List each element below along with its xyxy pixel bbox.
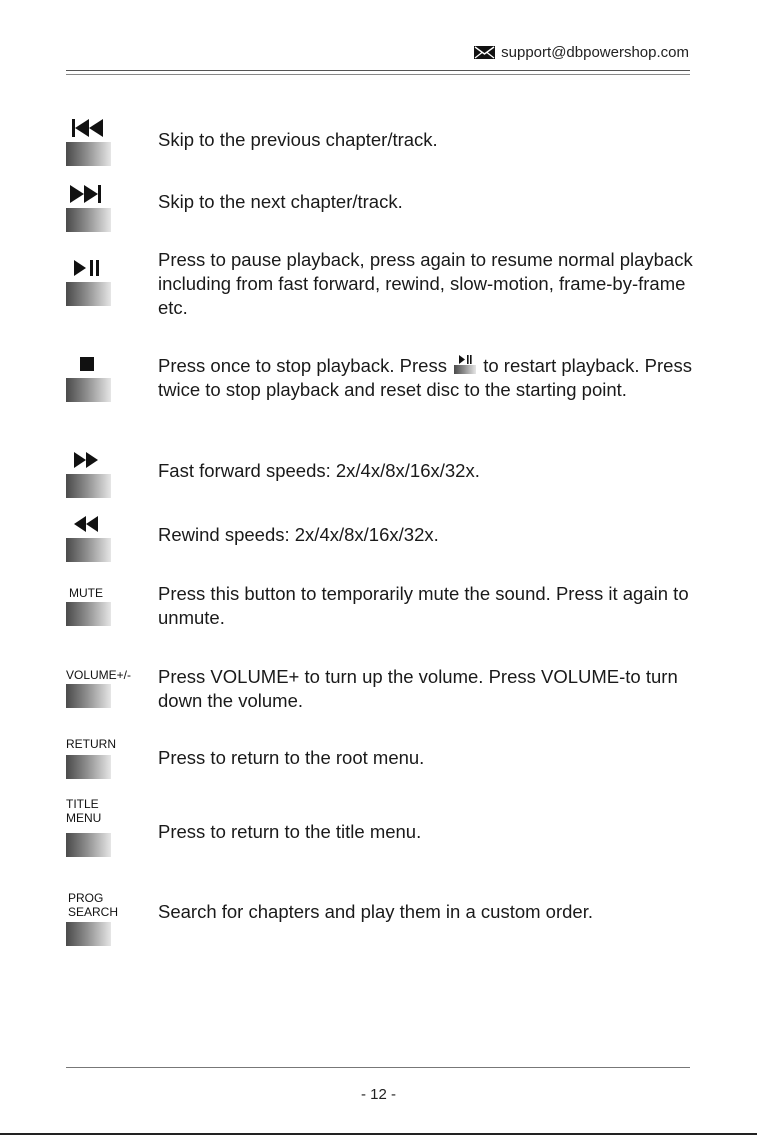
key-label: MUTE <box>69 586 103 600</box>
key-button-bar <box>66 282 111 306</box>
key-button-bar <box>66 755 111 779</box>
key-label: RETURN <box>66 737 116 751</box>
entry-description: Rewind speeds: 2x/4x/8x/16x/32x. <box>158 524 439 545</box>
remote-key <box>66 512 146 562</box>
key-label: VOLUME+/- <box>66 668 132 682</box>
inline-play-pause-icon <box>454 354 476 374</box>
header-contact <box>474 44 689 61</box>
entry-description: Skip to the previous chapter/track. <box>158 129 438 150</box>
play-pause-icon <box>66 256 146 280</box>
remote-key <box>66 256 146 306</box>
entry-description: Press this button to temporarily mute the sound. Press it again to unmute. <box>158 583 689 628</box>
entry-description: Press VOLUME+ to turn up the volume. Press VOLUME-to turn down the volume. <box>158 666 678 711</box>
fast-forward-icon <box>66 448 146 472</box>
key-button-bar <box>66 922 111 946</box>
entry-description: Press to return to the root menu. <box>158 747 425 768</box>
remote-key <box>66 737 146 779</box>
key-button-bar <box>66 833 111 857</box>
header-rule-secondary <box>66 74 690 75</box>
entry-description: Search for chapters and play them in a custom order. <box>158 901 593 922</box>
entry-description <box>158 354 698 402</box>
key-label: TITLE MENU <box>66 797 102 825</box>
skip-next-icon <box>66 182 146 206</box>
remote-key <box>66 448 146 498</box>
footer-rule <box>66 1067 690 1068</box>
header-rule <box>66 70 690 71</box>
page-number: - 12 - <box>360 1086 396 1103</box>
key-button-bar <box>66 474 111 498</box>
key-button-bar <box>66 684 111 708</box>
entry-description: Fast forward speeds: 2x/4x/8x/16x/32x. <box>158 460 480 481</box>
key-button-bar <box>66 142 111 166</box>
remote-key <box>66 586 146 626</box>
description-part-2: to restart playback. Press twice to stop playback and reset disc to the starting point. <box>158 355 692 400</box>
remote-key <box>66 182 146 232</box>
remote-key <box>66 891 146 946</box>
remote-key <box>66 668 146 708</box>
entry-description: Press to return to the title menu. <box>158 821 422 842</box>
remote-key <box>66 352 146 402</box>
key-button-bar <box>66 208 111 232</box>
key-label: PROG SEARCH <box>68 891 119 919</box>
support-email: support@dbpowershop.com <box>501 44 689 61</box>
entry-description: Press to pause playback, press again to resume normal playback including from fast forward, rewind, slow-motion, frame-by-frame etc. <box>158 249 693 318</box>
description-part-1: Press once to stop playback. Press <box>158 355 447 376</box>
rewind-icon <box>66 512 146 536</box>
stop-icon <box>66 352 146 376</box>
key-button-bar <box>66 602 111 626</box>
key-button-bar <box>66 378 111 402</box>
remote-key <box>66 797 146 857</box>
skip-previous-icon <box>66 116 146 140</box>
envelope-icon <box>474 46 495 59</box>
key-button-bar <box>66 538 111 562</box>
remote-key <box>66 116 146 166</box>
entry-description: Skip to the next chapter/track. <box>158 191 403 212</box>
